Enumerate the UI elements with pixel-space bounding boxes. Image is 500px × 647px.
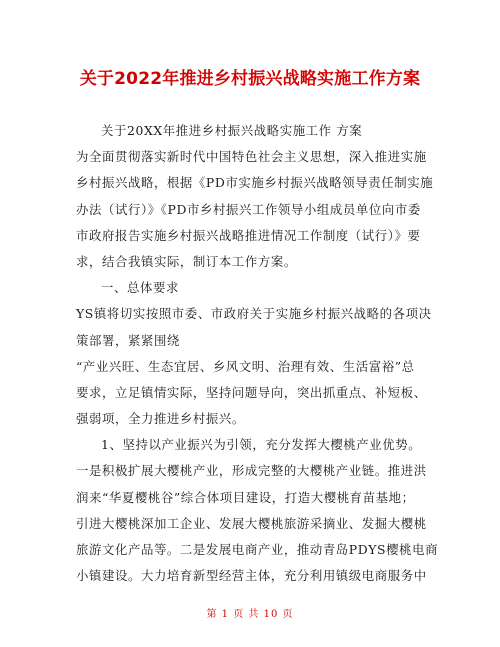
body-line: 为全面贯彻落实新时代中国特色社会主义思想，深入推进实施 xyxy=(76,149,427,165)
subsection-heading: 1、坚持以产业振兴为引领，充分发挥大樱桃产业优势。 xyxy=(101,437,422,453)
body-line: 策部署，紧紧围绕 xyxy=(76,332,180,348)
body-line: 求，结合我镇实际，制订本工作方案。 xyxy=(76,253,297,269)
body-line: 乡村振兴战略，根据《PD市实施乡村振兴战略领导责任制实施 xyxy=(76,175,434,191)
document-body xyxy=(76,118,439,589)
body-line: 一是积极扩展大樱桃产业，形成完整的大樱桃产业链。推进洪 xyxy=(76,463,427,479)
body-line: 小镇建设。大力培育新型经营主体，充分利用镇级电商服务中 xyxy=(76,568,427,584)
body-line: 关于20XX年推进乡村振兴战略实施工作 方案 xyxy=(101,123,363,138)
body-line: 要求，立足镇情实际，坚持问题导向，突出抓重点、补短板、 xyxy=(76,384,427,400)
section-heading: 一、总体要求 xyxy=(101,280,179,296)
body-line: YS镇将切实按照市委、市政府关于实施乡村振兴战略的各项决 xyxy=(76,306,432,322)
body-line: 旅游文化产品等。二是发展电商产业，推动青岛PDYS樱桃电商 xyxy=(76,542,439,557)
page-number-footer: 第 1 页 共 10 页 xyxy=(206,609,294,620)
body-line: 润来“华夏樱桃谷”综合体项目建设，打造大樱桃育苗基地； xyxy=(76,489,415,505)
body-line: 市政府报告实施乡村振兴战略推进情况工作制度（试行）》要 xyxy=(76,227,421,243)
document-title: 关于2022年推进乡村振兴战略实施工作方案 xyxy=(79,69,421,89)
body-line: “产业兴旺、生态宜居、乡风文明、治理有效、生活富裕”总 xyxy=(76,358,415,374)
body-line: 引进大樱桃深加工企业、发展大樱桃旅游采摘业、发掘大樱桃 xyxy=(76,515,427,531)
body-line: 办法（试行）》《PD市乡村振兴工作领导小组成员单位向市委 xyxy=(76,201,421,217)
body-line: 强弱项，全力推进乡村振兴。 xyxy=(76,411,245,427)
